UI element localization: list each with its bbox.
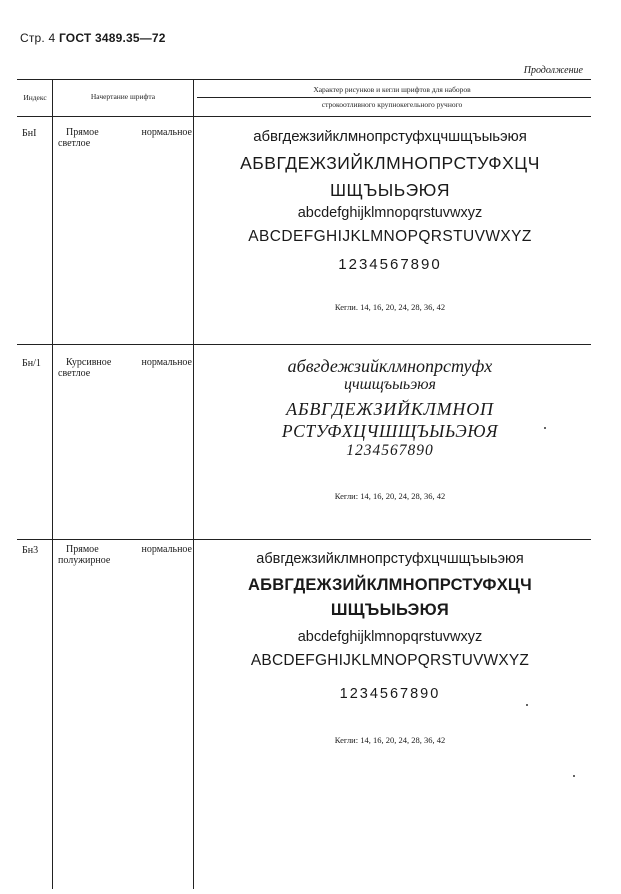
print-speck (544, 427, 546, 429)
row-separator-2 (17, 539, 591, 540)
kegli-sizes: Кегли. 14, 16, 20, 24, 28, 36, 42 (334, 302, 446, 312)
row-style (58, 358, 192, 379)
page-number: Стр. 4 (20, 31, 56, 45)
sample-italic-lower-1: абвгдежзийклмнопрстуфх (287, 356, 493, 376)
sample-italic-upper-1: АБВГДЕЖЗИЙКЛМНОП (286, 399, 494, 419)
sample-bold-digits: 1234567890 (339, 686, 441, 702)
col-header-style: Начертание шрифта (90, 92, 156, 101)
style-width: нормальное (141, 357, 192, 368)
style-slant: Прямое (66, 127, 99, 138)
style-slant: Прямое (66, 544, 99, 555)
sample-lower-cyr: абвгдежзийклмнопрстуфхцчшщъыьэюя (253, 128, 527, 145)
row-style (58, 128, 192, 149)
row-index: Бн/1 (22, 358, 41, 369)
row-style (58, 545, 192, 566)
row-index: Бн3 (22, 545, 39, 556)
continuation-label: Продолжение (523, 65, 583, 76)
col-divider-1 (52, 79, 53, 889)
style-weight: светлое (58, 137, 91, 149)
sample-upper-cyr-2: ШЩЪЫЬЭЮЯ (330, 180, 450, 200)
table-header-bottom-rule (17, 116, 591, 117)
print-speck (526, 704, 528, 706)
kegli-sizes: Кегли: 14, 16, 20, 24, 28, 36, 42 (334, 735, 446, 745)
sample-digits: 1234567890 (338, 256, 442, 273)
doc-id: ГОСТ 3489.35—72 (58, 31, 166, 45)
style-slant: Курсивное (66, 357, 112, 368)
sample-bold-upper-cyr-2: ШЩЪЫЬЭЮЯ (330, 601, 450, 619)
style-weight: светлое (58, 367, 91, 379)
style-width: нормальное (141, 544, 192, 555)
row-index: БнI (22, 128, 37, 139)
sample-upper-cyr-1: АБВГДЕЖЗИЙКЛМНОПРСТУФХЦЧ (240, 153, 540, 173)
sample-italic-digits: 1234567890 (346, 442, 434, 459)
col-header-char-line1: Характер рисунков и кегли шрифтов для наборов (313, 85, 471, 94)
sample-lower-lat: abcdefghijklmnopqrstuvwxyz (297, 205, 483, 221)
style-width: нормальное (141, 127, 192, 138)
sample-upper-lat: ABCDEFGHIJKLMNOPQRSTUVWXYZ (248, 228, 532, 245)
col-header-index: Индекс (23, 93, 47, 102)
page-header (20, 31, 166, 45)
sample-bold-lower-lat: abcdefghijklmnopqrstuvwxyz (297, 629, 483, 645)
sample-bold-upper-cyr-1: АБВГДЕЖЗИЙКЛМНОПРСТУФХЦЧ (248, 576, 532, 594)
kegli-sizes: Кегли: 14, 16, 20, 24, 28, 36, 42 (334, 491, 446, 501)
col-header-char-line2: строкоотливного крупнокегельного ручного (321, 100, 463, 109)
sample-italic-upper-2: РСТУФХЦЧШЩЪЫЬЭЮЯ (281, 421, 499, 441)
sample-bold-lower-cyr: абвгдежзийклмнопрстуфхцчшщъыьэюя (256, 551, 524, 567)
table-top-rule (17, 79, 591, 80)
header-inner-rule (197, 97, 591, 98)
sample-italic-lower-2: цчшщъыьэюя (344, 376, 436, 393)
sample-bold-upper-lat: ABCDEFGHIJKLMNOPQRSTUVWXYZ (250, 652, 530, 669)
print-speck (573, 775, 575, 777)
row-separator-1 (17, 344, 591, 345)
style-weight: полужирное (58, 554, 111, 566)
